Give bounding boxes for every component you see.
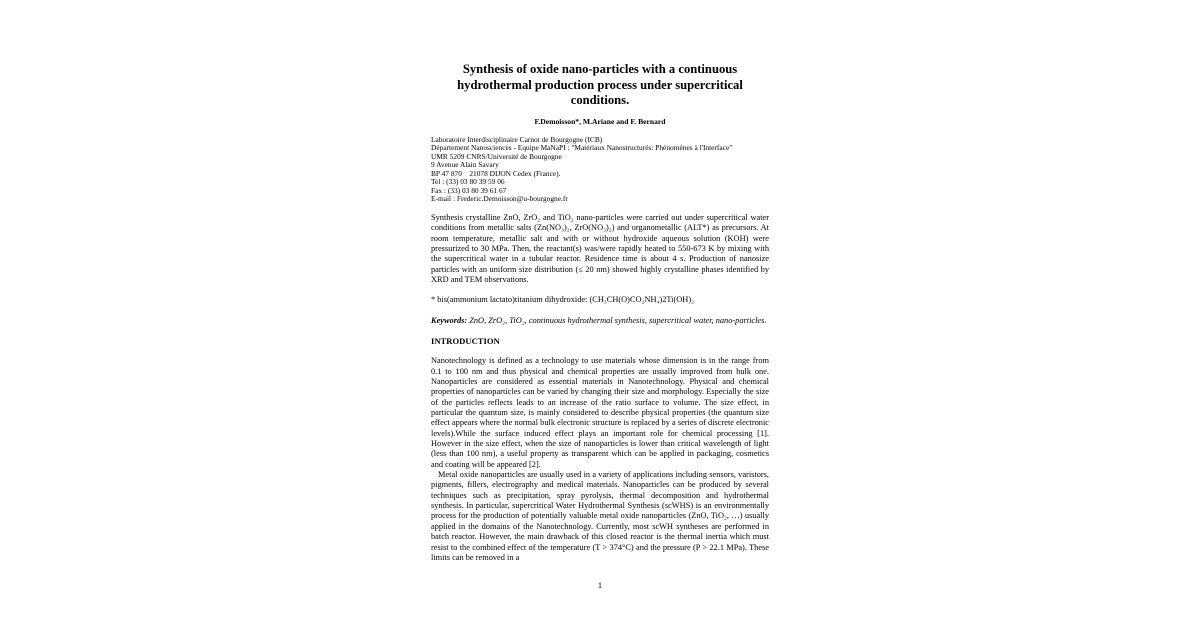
authors: F.Demoisson*, M.Ariane and F. Bernard bbox=[534, 116, 666, 126]
keywords-text: ZnO, ZrO₂, TiO₂, continuous hydrothermal synthesis, supercritical water, nano-particles. bbox=[467, 315, 767, 325]
affiliation-line: 9 Avenue Alain Savary bbox=[431, 160, 499, 170]
affiliation-line: Laboratoire Interdisciplinaire Carnot de Bourgogne (ICB) bbox=[431, 134, 603, 144]
keywords-label: Keywords: bbox=[431, 315, 468, 325]
keywords bbox=[431, 316, 769, 326]
precursor-footnote: * bis(ammonium lactato)titanium dihydroxide: (CH₃CH(O)CO₂NH₄)2Ti(OH)₂ bbox=[431, 295, 695, 305]
affiliation-line: BP 47 870 21078 DIJON Cedex (France). bbox=[431, 168, 561, 178]
intro-paragraph: Metal oxide nanoparticles are usually used in a variety of applications including sensors, varistors, pigments, fillers, electrography and medical materials. Nanoparticles can be produced by several techniques such as precipitation, spray pyrolysis, thermal decomposition and hydrothermal synthesis. In particular, supercritical Water Hydrothermal Synthesis (scWHS) is an environmentally process for the production of potentially valuable metal oxide nanoparticles (ZnO, TiO₂, …) usually applied in the domains of the Nanotechnology. Currently, most scWH syntheses are performed in batch reactor. However, the main drawback of this closed reactor is the thermal inertia which must resist to the combined effect of the temperature (T > 374°C) and the pressure (P > 22.1 MPa). These limits can be removed in a bbox=[431, 470, 769, 562]
section-heading: INTRODUCTION bbox=[431, 335, 500, 346]
affiliation-line: Tel : (33) 03 80 39 59 06 bbox=[431, 177, 505, 187]
paper-title: Synthesis of oxide nano-particles with a continuous hydrothermal production process under supercritical conditions. bbox=[457, 62, 743, 107]
intro-paragraph: Nanotechnology is defined as a technology to use materials whose dimension is in the range from 0.1 to 100 nm and thus physical and chemical properties are usually improved from bulk one. Nanoparticles are considered as essential materials in Nanotechnology. Physical and chemical properties of nanoparticles can be varied by changing their size and morphology. Especially the size of the particles reflects leads to an increase of the ratio surface to volume. The size effect, in particular the quantum size, is mainly considered to describe physical properties (the quantum size effect appears where the normal bulk electronic structure is replaced by a series of discrete electronic levels).While the surface induced effect plays an important role for chemical processing [1]. However in the size effect, when the size of nanoparticles is lower than critical wavelength of light (less than 100 nm), a useful property as transparent which can be applied in packaging, cosmetics and coating will be appeared [2]. bbox=[431, 356, 769, 469]
email-line: E-mail : Frederic.Demoisson@u-bourgogne.fr bbox=[431, 194, 568, 204]
page-number: 1 bbox=[597, 581, 603, 590]
text-column bbox=[431, 62, 769, 563]
affiliation-line: UMR 5209 CNRS/Université de Bourgogne bbox=[431, 151, 562, 161]
affiliation-line: Fax : (33) 03 80 39 61 67 bbox=[431, 185, 507, 195]
affiliation-line: Département Nanosciences - Equipe MaNaPI : "Matériaux Nanostructurés: Phénomènes à l'Interface" bbox=[431, 143, 733, 153]
abstract: Synthesis crystalline ZnO, ZrO₂ and TiO₂ nano-particles were carried out under supercritical water conditions from metallic salts (Zn(NO₃)₂, ZrO(NO₃)₂) and organometallic (ALT*) as precursors. At room temperature, metallic salt and with or without hydroxide aqueous solution (KOH) were pressurized to 30 MPa. Then, the reactant(s) was/were rapidly heated to 550-673 K by mixing with the supercritical water in a tubular reactor. Residence time is about 4 s. Production of nanosize particles with an uniform size distribution (≤ 20 nm) showed highly crystalline phases identified by XRD and TEM observations. bbox=[431, 212, 769, 284]
affiliation-block bbox=[431, 136, 769, 204]
